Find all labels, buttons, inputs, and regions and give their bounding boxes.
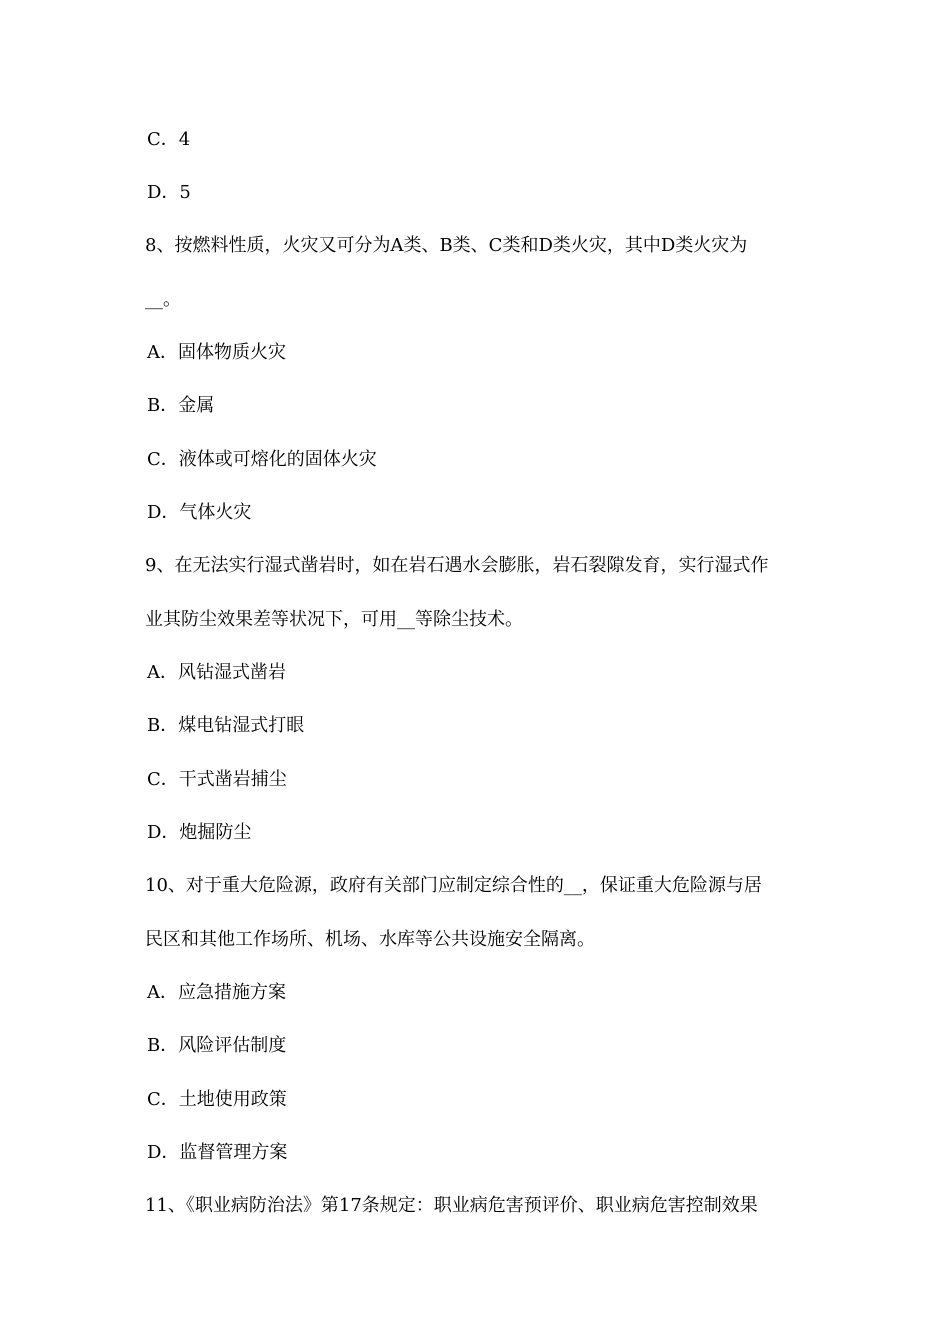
q10-option-d: D．监督管理方案: [147, 1142, 288, 1163]
q10-option-b: B．风险评估制度: [147, 1035, 287, 1056]
q8-option-c: C．液体或可熔化的固体火灾: [147, 449, 377, 470]
q10-stem-line2: 民区和其他工作场所、机场、水库等公共设施安全隔离。: [145, 929, 595, 950]
q8-option-d: D．气体火灾: [147, 502, 252, 523]
q8-stem-line1: 8、按燃料性质，火灾又可分为A类、B类、C类和D类火灾，其中D类火灾为: [145, 235, 748, 256]
q9-option-c: C．干式凿岩捕尘: [147, 769, 287, 790]
q10-option-c: C．土地使用政策: [147, 1089, 287, 1110]
q8-option-a: A．固体物质火灾: [147, 342, 286, 363]
q9-stem-line2: 业其防尘效果差等状况下，可用__等除尘技术。: [145, 609, 523, 630]
q8-option-b: B．金属: [147, 395, 215, 416]
q7-option-d: D．5: [147, 182, 191, 203]
q9-stem-line1: 9、在无法实行湿式凿岩时，如在岩石遇水会膨胀，岩石裂隙发育，实行湿式作: [145, 555, 769, 576]
q7-option-c: C．4: [147, 129, 191, 150]
q9-option-b: B．煤电钻湿式打眼: [147, 715, 305, 736]
q9-option-a: A．风钻湿式凿岩: [147, 662, 286, 683]
q10-option-a: A．应急措施方案: [147, 982, 286, 1003]
q11-stem-line1: 11、《职业病防治法》第17条规定：职业病危害预评价、职业病危害控制效果: [145, 1195, 758, 1216]
q8-stem-line2: __。: [145, 289, 181, 310]
q10-stem-line1: 10、对于重大危险源，政府有关部门应制定综合性的__，保证重大危险源与居: [145, 875, 762, 896]
q9-option-d: D．炮掘防尘: [147, 822, 252, 843]
